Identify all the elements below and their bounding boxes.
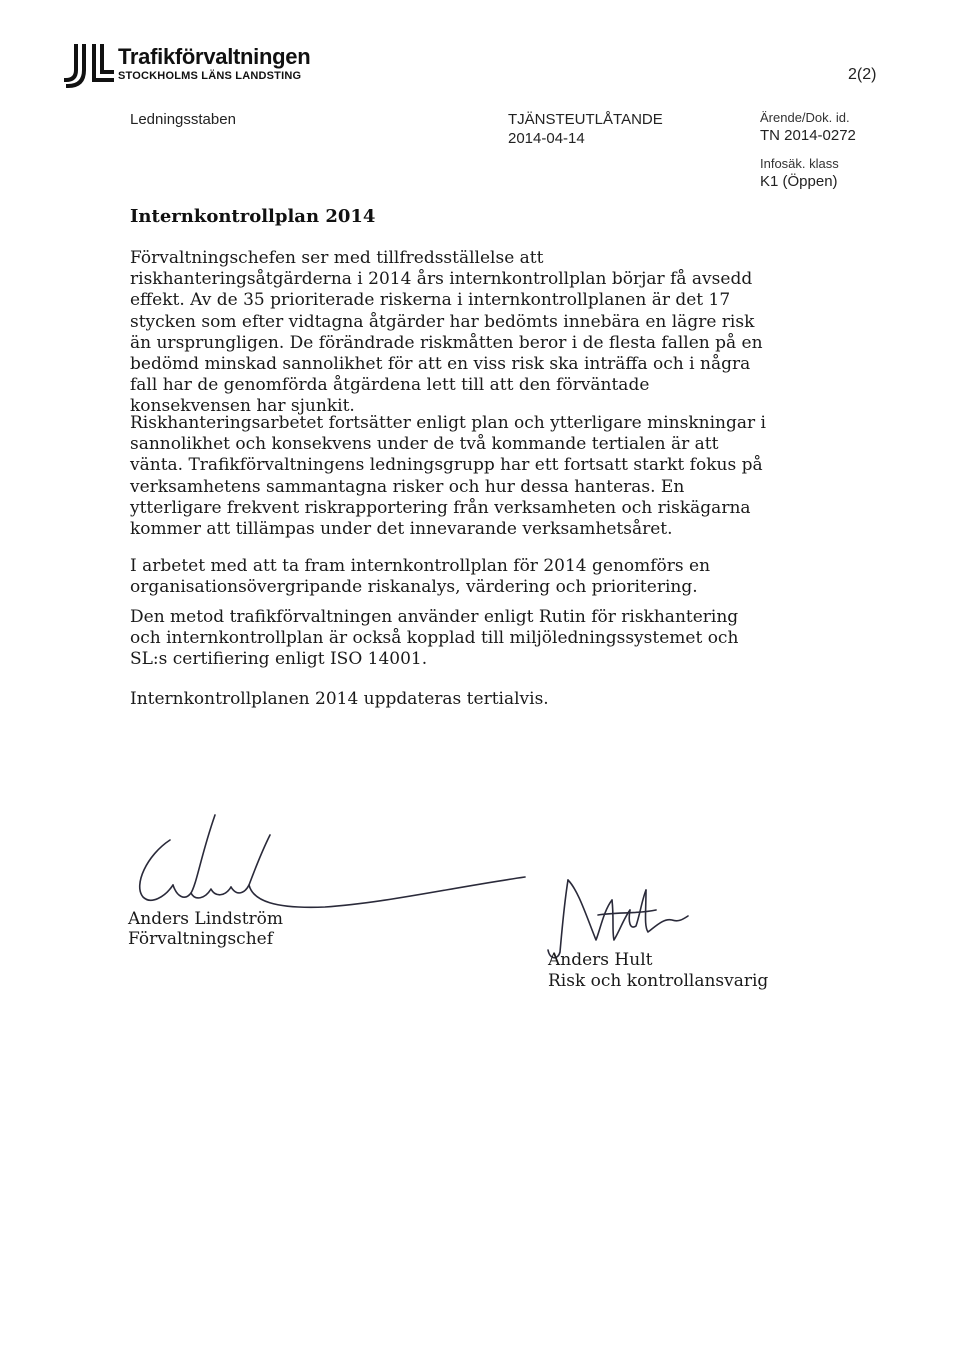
signatory-2-name: Anders Hult <box>548 950 653 970</box>
paragraph: Riskhanteringsarbetet fortsätter enligt plan och ytterligare minskningar i sannolikhet och konsekvens under de två kommande tertialen är att vänta. Trafikförvaltningens ledningsgrupp har ett fortsatt starkt fokus på verksamhetens sammantagna risker och hur dessa hanteras. En ytterligare frekvent riskrapportering från verksamheten och riskägarna kommer att tillämpas under det innevarande verksamhetsåret. <box>130 413 766 540</box>
paragraph: Förvaltningschefen ser med tillfredsställelse att riskhanteringsåtgärderna i 2014 års internkontrollplan börjar få avsedd effekt. Av de 35 prioriterade riskerna i internkontrollplanen är det 17 stycken som efter vidtagna åtgärder har bedömts innebära en lägre risk än ursprungligen. De förändrade riskmåtten beror i de flesta fallen på en bedömd minskad sannolikhet för att en viss risk ska inträffa och i några fall har de genomförda åtgärdena lett till att den förväntade konsekvensen har sjunkit. <box>130 248 763 417</box>
document-type: TJÄNSTEUTLÅTANDE <box>508 111 663 128</box>
department: Ledningsstaben <box>130 111 236 128</box>
case-id: TN 2014-0272 <box>760 127 856 144</box>
document-date: 2014-04-14 <box>508 130 585 147</box>
paragraph: I arbetet med att ta fram internkontrollplan för 2014 genomförs en organisationsövergripande riskanalys, värdering och prioritering. <box>130 556 711 598</box>
classification-label: Infosäk. klass <box>760 156 839 171</box>
signatory-1-name: Anders Lindström <box>128 909 284 929</box>
logo-name: Trafikförvaltningen <box>118 44 311 69</box>
logo-subtitle: STOCKHOLMS LÄNS LANDSTING <box>118 70 302 82</box>
handwritten-signature-1 <box>125 805 535 925</box>
page-number: 2(2) <box>848 66 877 83</box>
paragraph: Internkontrollplanen 2014 uppdateras tertialvis. <box>130 689 549 709</box>
signatory-2-role: Risk och kontrollansvarig <box>548 971 769 991</box>
signatory-1-role: Förvaltningschef <box>128 929 273 949</box>
case-label: Ärende/Dok. id. <box>760 110 850 125</box>
document-title: Internkontrollplan 2014 <box>130 206 376 227</box>
paragraph: Den metod trafikförvaltningen använder enligt Rutin för riskhantering och internkontrollplan är också kopplad till miljöledningssystemet och SL:s certifiering enligt ISO 14001. <box>130 607 739 670</box>
classification-value: K1 (Öppen) <box>760 173 838 190</box>
